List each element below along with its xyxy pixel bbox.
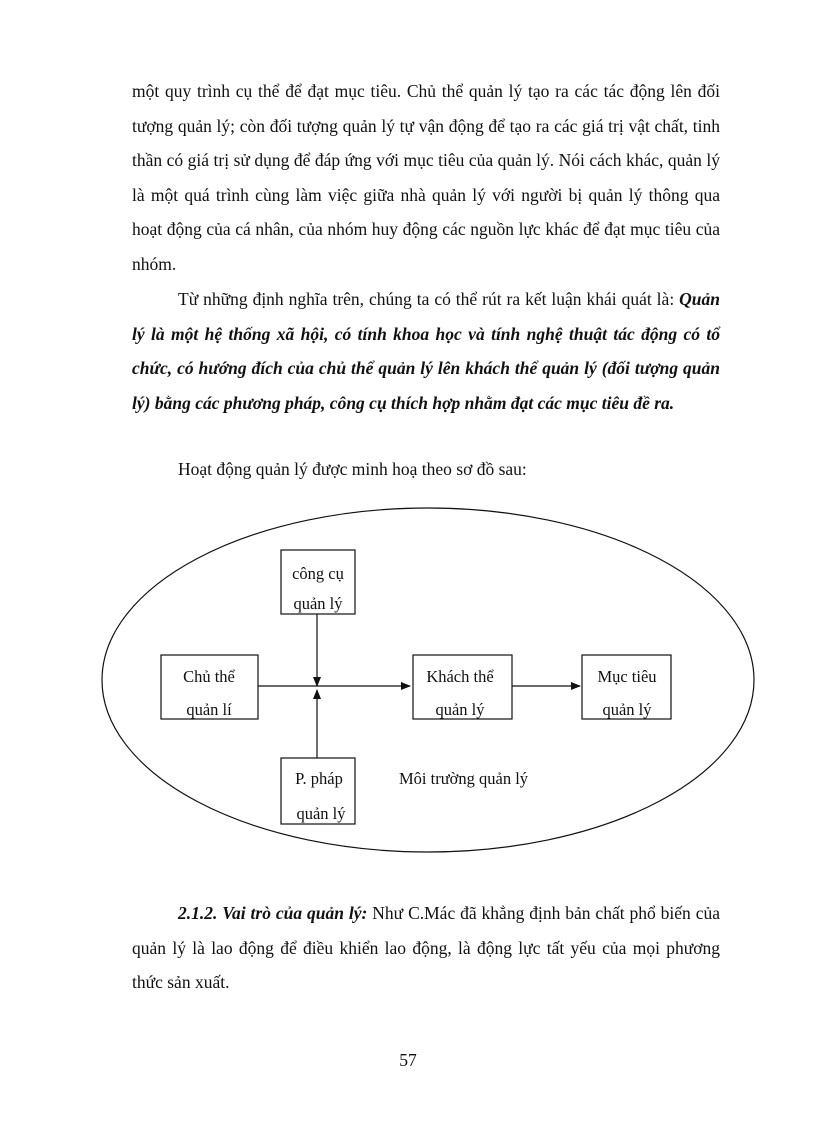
tools-node: [281, 550, 355, 614]
object-label-line1: Khách thể: [426, 667, 494, 686]
section-heading: 2.1.2. Vai trò của quản lý:: [178, 903, 368, 923]
goal-node: [582, 655, 671, 719]
goal-label-line1: Mục tiêu: [597, 667, 657, 686]
goal-label-line2: quản lý: [602, 700, 652, 719]
object-node: [413, 655, 512, 719]
section-management-role: [132, 896, 720, 1000]
paragraph-management-process: [132, 74, 720, 282]
diagram-intro: Hoạt động quản lý được minh hoạ theo sơ đồ sau:: [178, 459, 527, 479]
subject-node: [161, 655, 258, 719]
definition-lead: Từ những định nghĩa trên, chúng ta có thể rút ra kết luận khái quát là:: [178, 289, 675, 309]
subject-label-line2: quản lí: [186, 700, 232, 719]
section-text: Như C.Mác đã khẳng định bản chất phổ biến của quản lý là lao động để điều khiển lao động, là động lực tất yếu của mọi phương thức sản xuất.: [132, 903, 720, 993]
page-number: 57: [399, 1050, 417, 1070]
method-label-line1: P. pháp: [295, 769, 343, 788]
management-diagram: [0, 500, 816, 870]
paragraph-1-text: một quy trình cụ thể để đạt mục tiêu. Chủ thể quản lý tạo ra các tác động lên đối tượng quản lý; còn đối tượng quản lý tự vận động để tạo ra các giá trị vật chất, tinh thần có giá trị sử dụng để đáp ứng với mục tiêu của quản lý. Nói cách khác, quản lý là một quá trình cùng làm việc giữa nhà quản lý với người bị quản lý thông qua hoạt động của cá nhân, của nhóm huy động các nguồn lực khác để đạt mục tiêu của nhóm.: [132, 81, 720, 274]
object-label-line2: quản lý: [435, 700, 485, 719]
tools-label-line1: công cụ: [292, 564, 344, 583]
paragraph-definition: [132, 282, 720, 420]
subject-label-line1: Chủ thể: [183, 667, 235, 686]
environment-label: Môi trường quản lý: [399, 769, 529, 788]
method-node: [281, 758, 355, 824]
tools-label-line2: quản lý: [293, 594, 343, 613]
method-label-line2: quản lý: [296, 804, 346, 823]
management-definition: Quản lý là một hệ thống xã hội, có tính khoa học và tính nghệ thuật tác động có tổ chức, có hướng đích của chủ thể quản lý lên khách thể quản lý (đối tượng quản lý) bằng các phương pháp, công cụ thích hợp nhằm đạt các mục tiêu đề ra.: [132, 289, 721, 413]
